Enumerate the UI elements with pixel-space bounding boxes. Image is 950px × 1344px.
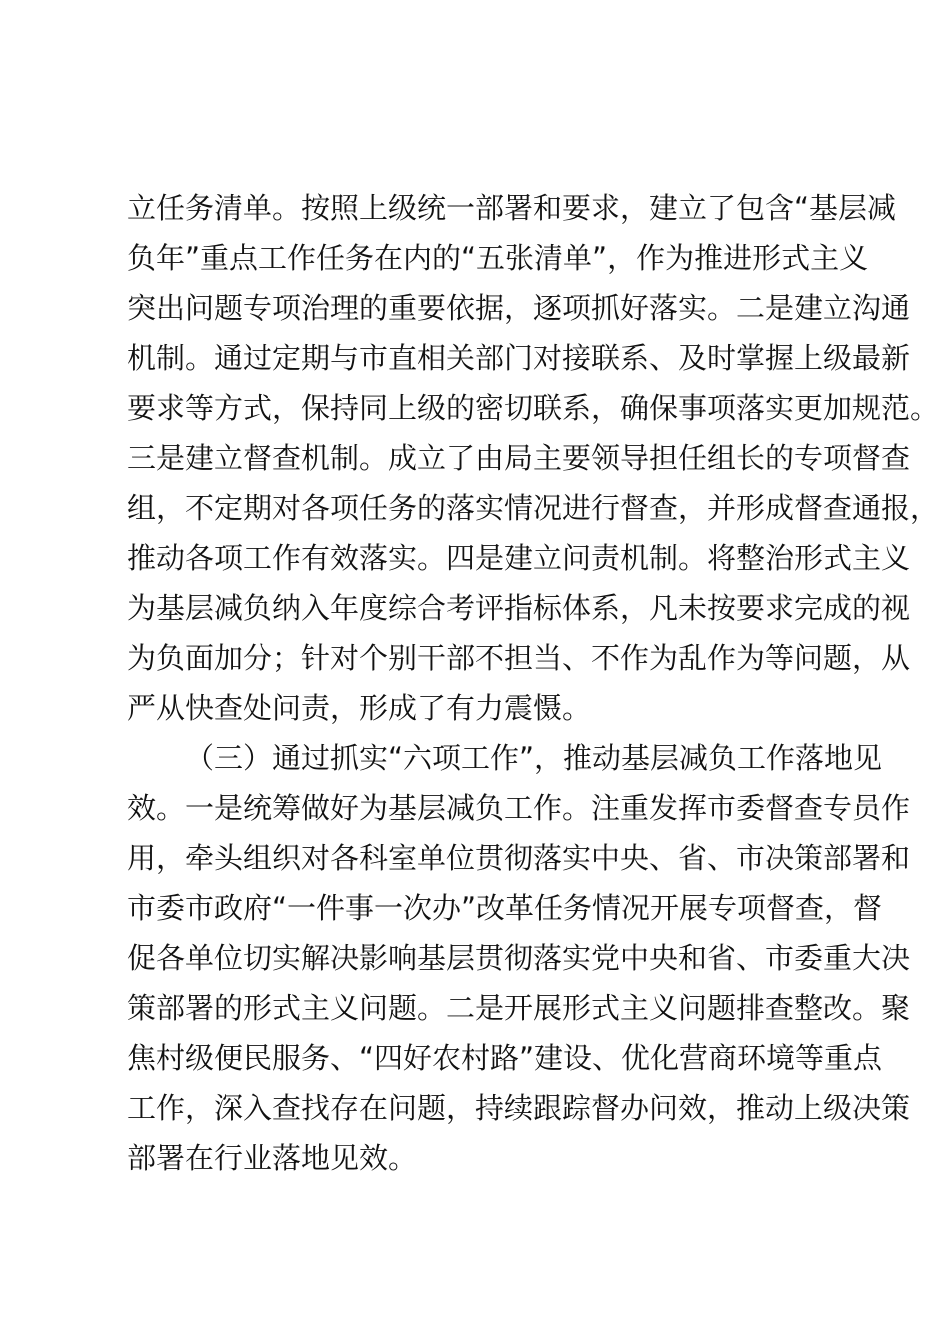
text-line: 工作，深入查找存在问题，持续跟踪督办问效，推动上级决策: [127, 1091, 911, 1125]
text-line: 立任务清单。按照上级统一部署和要求，建立了包含“基层减: [127, 191, 897, 225]
text-line: 机制。通过定期与市直相关部门对接联系、及时掌握上级最新: [127, 341, 911, 375]
text-line: 为基层减负纳入年度综合考评指标体系，凡未按要求完成的视: [127, 591, 911, 625]
body-text: [127, 183, 940, 1183]
text-line: 焦村级便民服务、“四好农村路”建设、优化营商环境等重点: [127, 1041, 883, 1075]
text-line: 负年”重点工作任务在内的“五张清单”，作为推进形式主义: [127, 241, 869, 275]
text-line: 效。一是统筹做好为基层减负工作。注重发挥市委督查专员作: [127, 791, 911, 825]
text-line: 要求等方式，保持同上级的密切联系，确保事项落实更加规范。: [127, 391, 940, 425]
text-line: 为负面加分；针对个别干部不担当、不作为乱作为等问题，从: [127, 641, 911, 675]
text-line: 用，牵头组织对各科室单位贯彻落实中央、省、市决策部署和: [127, 841, 911, 875]
text-line: 部署在行业落地见效。: [127, 1141, 418, 1175]
text-line: 推动各项工作有效落实。四是建立问责机制。将整治形式主义: [127, 541, 911, 575]
text-line: 促各单位切实解决影响基层贯彻落实党中央和省、市委重大决: [127, 941, 911, 975]
text-line: 严从快查处问责，形成了有力震慑。: [127, 691, 592, 725]
text-line: 市委市政府“一件事一次办”改革任务情况开展专项督查，督: [127, 891, 883, 925]
section-heading-line: （三）通过抓实“六项工作”，推动基层减负工作落地见: [185, 741, 883, 775]
text-line: 组，不定期对各项任务的落实情况进行督查，并形成督查通报，: [127, 491, 940, 525]
text-line: 策部署的形式主义问题。二是开展形式主义问题排查整改。聚: [127, 991, 911, 1025]
text-line: 三是建立督查机制。成立了由局主要领导担任组长的专项督查: [127, 441, 911, 475]
text-line: 突出问题专项治理的重要依据，逐项抓好落实。二是建立沟通: [127, 291, 911, 325]
